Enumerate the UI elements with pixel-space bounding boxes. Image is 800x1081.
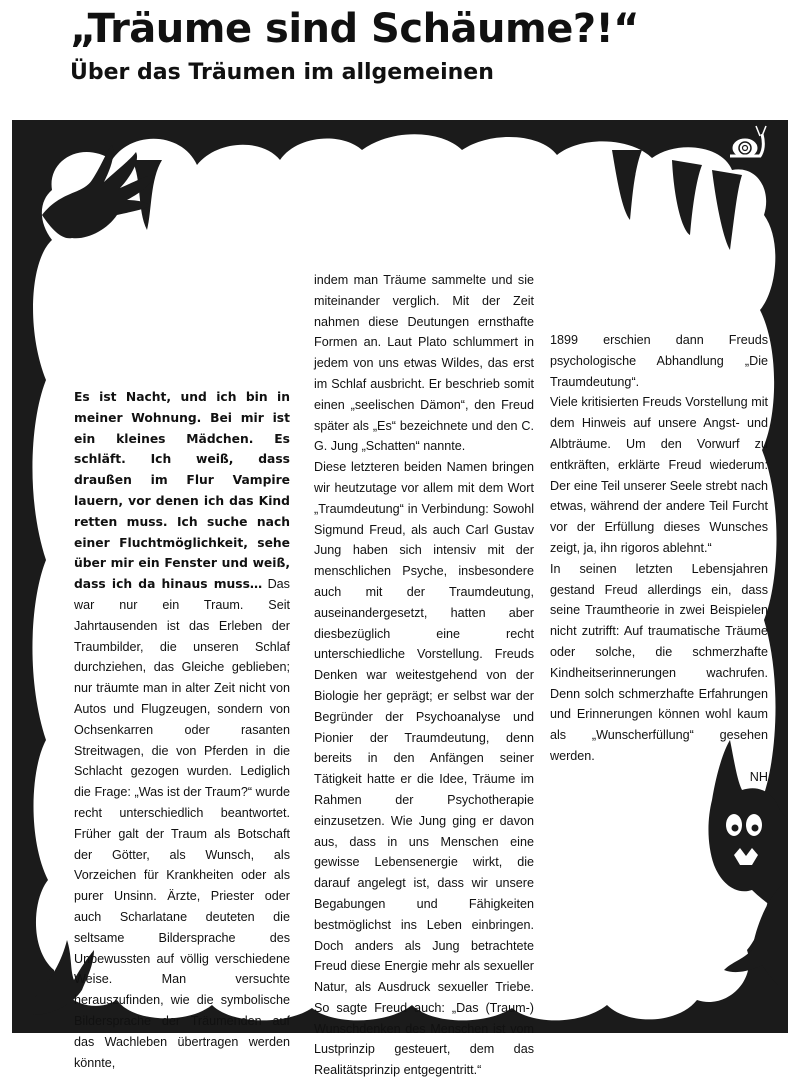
article-lead: Es ist Nacht, und ich bin in meiner Wohnung. Bei mir ist ein kleines Mädchen. Es schläft. Ich weiß, dass draußen im Flur Vampire lauern, vor denen ich das Kind retten muss. Ich suche nach einer Fluchtmöglichkeit, sehe über mir ein Fenster und weiß, dass ich da hinaus muss…: [74, 390, 290, 592]
article-paragraph: In seinen letzten Lebensjahren gestand Freud allerdings ein, dass seine Traumtheorie in zwei Beispielen nicht zutrifft: Auf traumatische Träume oder solche, die schmerzhafte Kindheitserinnerungen wachrufen. Denn solch schmerzhafte Erfahrungen und Erinnerungen können wohl kaum als „Wunscherfüllung“ gesehen werden.: [550, 561, 768, 763]
article-column-1: [74, 387, 290, 1073]
article-column-2: [314, 270, 534, 1081]
article-paragraph: indem man Träume sammelte und sie miteinander verglich. Mit der Zeit nahmen diese Deutungen ernsthafte Formen an. Laut Plato schlummert in jedem von uns etwas Wildes, das erst im Schlaf ausbricht. Er beschrieb somit einen „seelischen Dämon“, den Freud später als „Es“ bezeichnete und den C. G. Jung „Schatten“ nannte.: [314, 273, 534, 454]
article-paragraph: Viele kritisierten Freuds Vorstellung mit dem Hinweis auf unsere Angst- und Albträume. Um den Vorwurf zu entkräften, erklärte Freud wiederum: Der eine Teil unserer Seele strebt nach etwas, während der andere Teil Furcht vor der Erfüllung dieses Wunsches zeigt, ja, ihn rigoros ablehnt.“: [550, 395, 768, 555]
snail-icon: [730, 126, 766, 157]
article-column-3: [550, 330, 768, 788]
dark-spooky-frame: [12, 120, 788, 1078]
article-paragraph: Diese letzteren beiden Namen bringen wir heutzutage vor allem mit dem Wort „Traumdeutung“ in Verbindung: Sowohl Sigmund Freud, als auch Carl Gustav Jung haben sich intensiv mit der menschlichen Psyche, insbesondere auch mit der Traumdeutung, auseinandergesetzt, hatten aber diesbezüglich eine recht unterschiedliche Vorstellung. Freuds Denken war weitestgehend von der Biologie her geprägt; er selbst war der Begründer der Psychoanalyse und Pionier der Traumdeutung, denn bereits in den Anfängen seiner Tätigkeit hatte er die Idee, Träume im Rahmen der Psychotherapie einzusetzen. Wie Jung ging er davon aus, dass in uns Menschen eine gewisse Lebensenergie wirkt, die darauf angelegt ist, dass wir unsere Begabungen und Fähigkeiten bestmöglichst ins Leben einbringen. Doch anders als Jung betrachtete Freud diese Energie mehr als sexueller Natur, als Ausdruck sexueller Triebe. So sagte Freud auch: „Das (Traum-) Wunschdenken des Menschen ist vom Lustprinzip gesteuert, dem das Realitätsprinzip entgegentritt.“: [314, 460, 534, 1078]
article-paragraph: Das war nur ein Traum. Seit Jahrtausenden ist das Erleben der Traumbilder, die unseren Schlaf durchziehen, das Gleiche geblieben; nur träumte man in alter Zeit nicht von Autos und Flugzeugen, sondern von Ochsenkarren oder rasanten Streitwagen, die von Pferden in die Schlacht gezogen wurden. Lediglich die Frage: „Was ist der Traum?“ wurde recht unterschiedlich beantwortet. Früher galt der Traum als Botschaft der Götter, als Wunsch, als Vorzeichen für Krankheiten oder als purer Unsinn. Ärzte, Priester oder auch Scharlatane deuteten die seltsame Bildersprache des Unbewussten auf völlig verschiedene Weise. Man versuchte herauszufinden, wie die symbolische Bildersprache der Träumenden auf das Wachleben übertragen werden könnte,: [74, 577, 290, 1070]
page-subtitle: Über das Träumen im allgemeinen: [70, 60, 494, 85]
author-signature: NH: [749, 769, 768, 784]
article-paragraph: 1899 erschien dann Freuds psychologische Abhandlung „Die Traumdeutung“.: [550, 333, 768, 389]
page-title: „Träume sind Schäume?!“: [70, 6, 640, 52]
